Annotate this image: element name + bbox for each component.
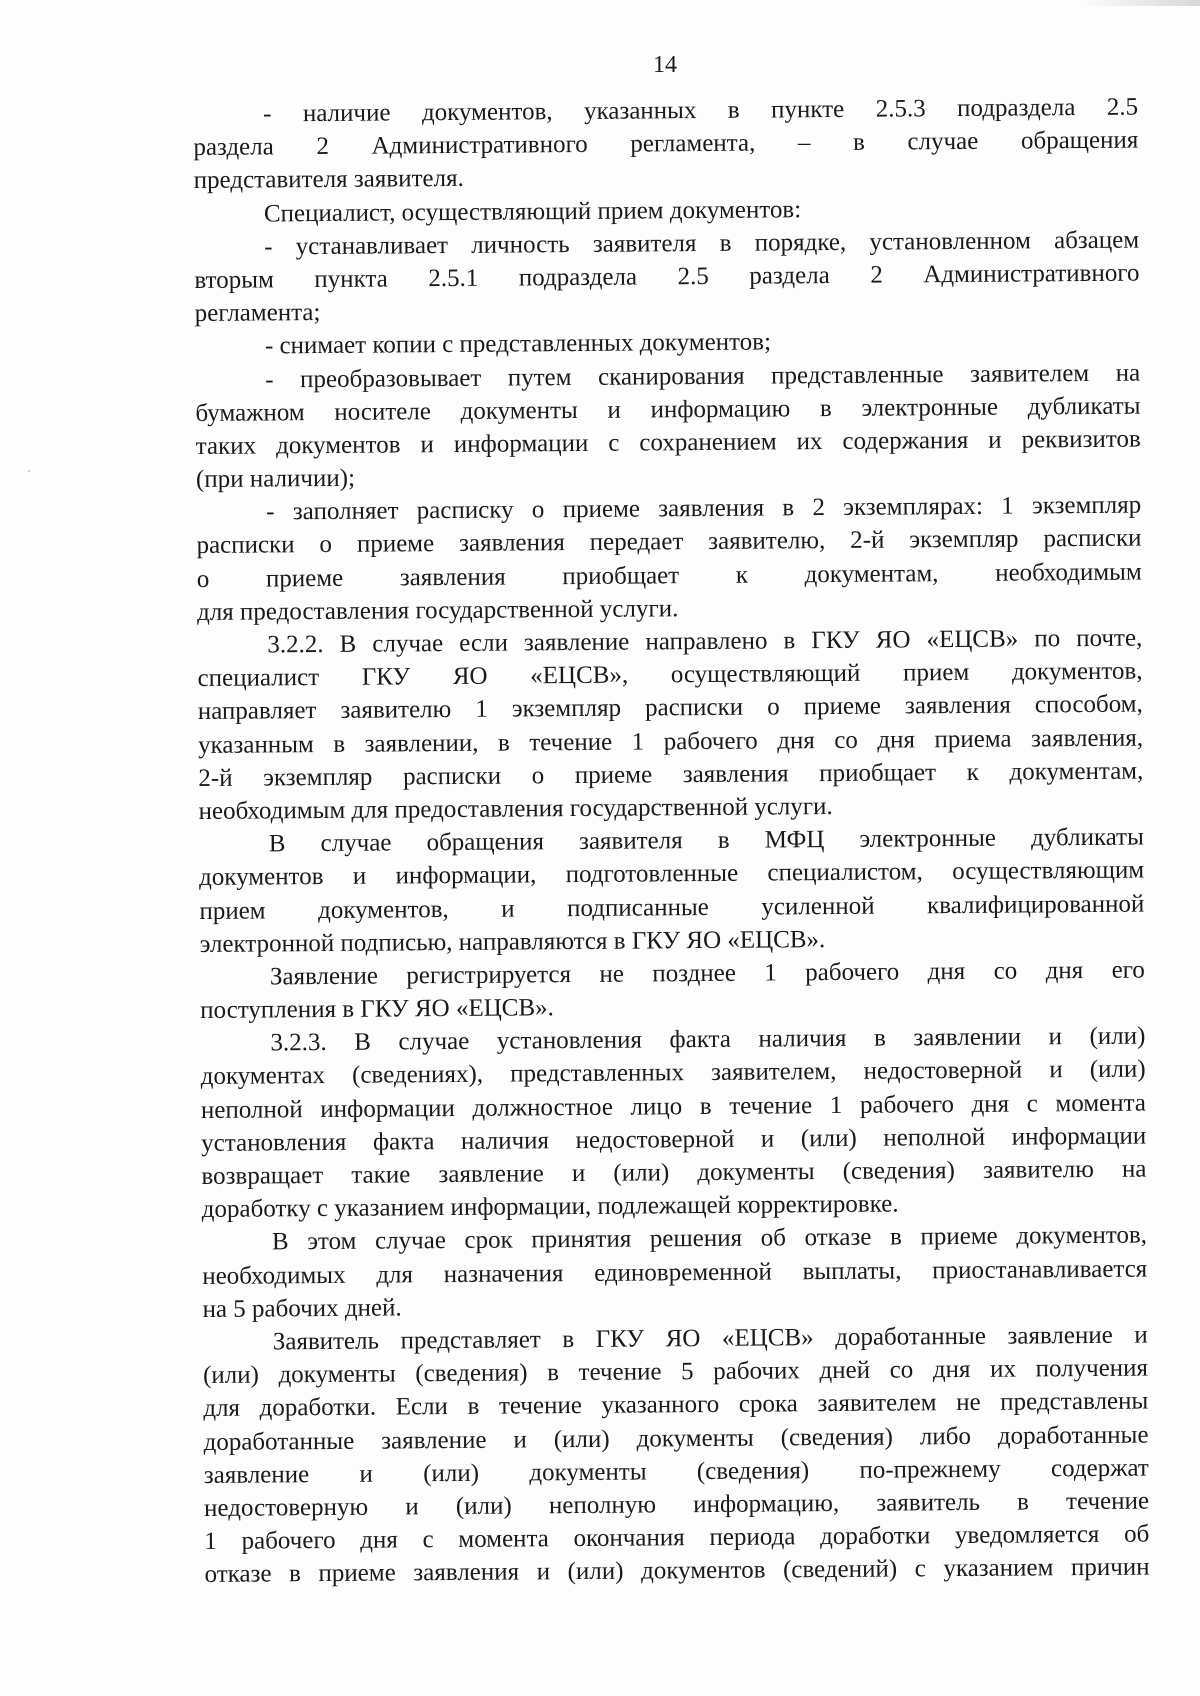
text-line: возвращает такие заявление и (или) документы (сведения) заявителю на (201, 1155, 1147, 1190)
text-line: 2-й экземпляр расписки о приеме заявления приобщает к документам, (198, 757, 1144, 792)
text-line: электронной подписью, направляются в ГКУ ЯО «ЕЦСВ». (199, 925, 826, 958)
scan-artifact (1080, 0, 1200, 6)
text-line: В этом случае срок принятия решения об отказе в приеме документов, (271, 1221, 1148, 1256)
text-line: (или) документы (сведения) в течение 5 рабочих дней со дня их получения (202, 1354, 1149, 1390)
text-line: - преобразовывает путем сканирования представленные заявителем на (265, 359, 1141, 393)
page-number: 14 (653, 52, 677, 78)
text-line: бумажном носителе документы и информацию в электронные дубликаты (195, 392, 1141, 427)
text-line: таких документов и информации с сохранением их содержания и реквизитов (195, 425, 1141, 460)
text-line: для предоставления государственной услуги. (196, 595, 679, 626)
document-body (193, 91, 1150, 1592)
text-line: - заполняет расписку о приеме заявления в 2 экземплярах: 1 экземпляр (266, 491, 1142, 526)
text-line: Заявитель представляет в ГКУ ЯО «ЕЦСВ» доработанные заявление и (272, 1321, 1148, 1356)
text-line: Специалист, осуществляющий прием документов: (263, 195, 802, 228)
text-line: на 5 рабочих дней. (202, 1294, 402, 1323)
text-line: - устанавливает личность заявителя в порядке, установленном абзацем (264, 226, 1140, 261)
text-line: о приеме заявления приобщает к документам, необходимым (196, 558, 1142, 593)
text-line: доработку с указанием информации, подлежащей корректировке. (201, 1190, 899, 1224)
text-line: необходимым для предоставления государственной услуги. (198, 792, 833, 825)
text-line: Заявление регистрируется не позднее 1 рабочего дня со дня его (269, 956, 1145, 991)
text-line: 3.2.3. В случае установления факта наличия в заявлении и (или) (270, 1022, 1146, 1057)
text-line: вторым пункта 2.5.1 подраздела 2.5 раздела 2 Административного (194, 259, 1140, 294)
scan-speck (28, 470, 30, 472)
text-line: 3.2.2. В случае если заявление направлено в ГКУ ЯО «ЕЦСВ» по почте, (267, 624, 1143, 659)
text-line: доработанные заявление и (или) документы (сведения) либо доработанные (203, 1421, 1149, 1456)
text-line: необходимых для назначения единовременной выплаты, приостанавливается (202, 1255, 1148, 1290)
text-line: (при наличии); (195, 464, 356, 494)
text-line: указанным в заявлении, в течение 1 рабочего дня со дня приема заявления, (197, 724, 1144, 759)
text-line: установления факта наличия недостоверной и (или) неполной информации (201, 1122, 1147, 1157)
text-line: для доработки. Если в течение указанного срока заявителем не представлены (203, 1387, 1149, 1423)
text-line: отказе в приеме заявления и (или) документов (сведений) с указанием причин (204, 1553, 1150, 1589)
text-line: заявление и (или) документы (сведения) по-прежнему содержат (203, 1454, 1149, 1489)
text-line: документов и информации, подготовленные специалистом, осуществляющим (199, 856, 1145, 892)
text-line: специалист ГКУ ЯО «ЕЦСВ», осуществляющий прием документов, (197, 657, 1143, 693)
text-line: - наличие документов, указанных в пункте 2.5.3 подраздела 2.5 (263, 93, 1139, 128)
text-line: неполной информации должностное лицо в течение 1 рабочего дня с момента (200, 1089, 1147, 1124)
text-line: поступления в ГКУ ЯО «ЕЦСВ». (200, 994, 554, 1025)
text-line: - снимает копии с представленных документов; (264, 328, 772, 360)
text-line: недостоверную и (или) неполную информацию, заявитель в течение (203, 1487, 1150, 1522)
text-line: расписки о приеме заявления передает заявителю, 2-й экземпляр расписки (196, 525, 1142, 560)
text-line: представителя заявителя. (193, 165, 464, 195)
text-line: раздела 2 Административного регламента, – в случае обращения (193, 126, 1139, 162)
text-line: регламента; (194, 299, 321, 328)
text-line: документах (сведениях), представленных заявителем, недостоверной и (или) (200, 1055, 1146, 1091)
text-line: прием документов, и подписанные усиленной квалифицированной (199, 890, 1145, 925)
text-line: В случае обращения заявителя в МФЦ электронные дубликаты (268, 823, 1144, 858)
text-line: направляет заявителю 1 экземпляр расписки о приеме заявления способом, (197, 690, 1143, 726)
text-line: 1 рабочего дня с момента окончания периода доработки уведомляется об (204, 1520, 1150, 1556)
